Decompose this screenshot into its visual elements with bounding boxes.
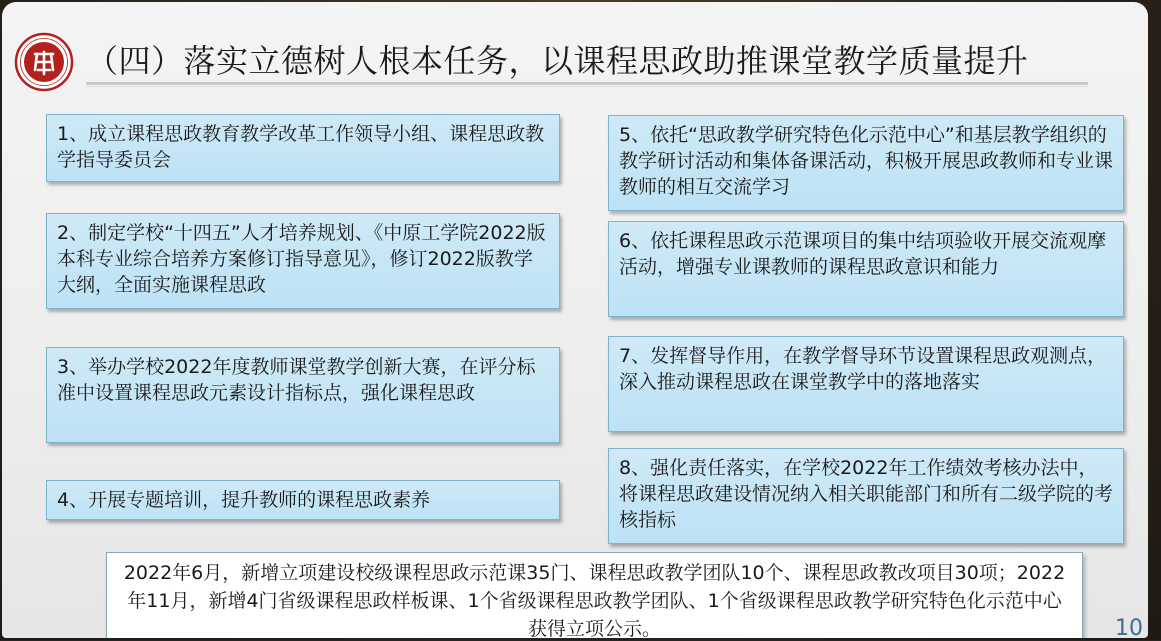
page-number: 10 <box>1115 616 1143 641</box>
summary-box: 2022年6月，新增立项建设校级课程思政示范课35门、课程思政教学团队10个、课程思政教改项目30项；2022年11月，新增4门省级课程思政样板课、1个省级课程思政教学团队、1个省级课程思政教学研究特色化示范中心获得立项公示。 <box>106 552 1083 638</box>
item-box-3: 3、举办学校2022年度教师课堂教学创新大赛，在评分标准中设置课程思政元素设计指标点，强化课程思政 <box>46 347 560 443</box>
slide <box>2 2 1148 638</box>
item-box-4: 4、开展专题培训，提升教师的课程思政素养 <box>46 480 560 520</box>
title-underline <box>86 82 1088 85</box>
item-box-7: 7、发挥督导作用，在教学督导环节设置课程思政观测点，深入推动课程思政在课堂教学中的落地落实 <box>608 336 1124 432</box>
school-logo <box>14 32 74 92</box>
slide-title: （四）落实立德树人根本任务，以课程思政助推课堂教学质量提升 <box>86 42 1029 80</box>
item-box-6: 6、依托课程思政示范课项目的集中结项验收开展交流观摩活动，增强专业课教师的课程思政意识和能力 <box>608 221 1124 317</box>
item-box-2: 2、制定学校“十四五”人才培养规划、《中原工学院2022版本科专业综合培养方案修订指导意见》，修订2022版教学大纲，全面实施课程思政 <box>46 213 560 309</box>
item-box-5: 5、依托“思政教学研究特色化示范中心”和基层教学组织的教学研讨活动和集体备课活动，积极开展思政教师和专业课教师的相互交流学习 <box>608 115 1124 211</box>
title-underline-thin <box>86 86 1088 87</box>
item-box-1: 1、成立课程思政教育教学改革工作领导小组、课程思政教学指导委员会 <box>46 114 560 182</box>
item-box-8: 8、强化责任落实，在学校2022年工作绩效考核办法中，将课程思政建设情况纳入相关职能部门和所有二级学院的考核指标 <box>608 448 1124 544</box>
